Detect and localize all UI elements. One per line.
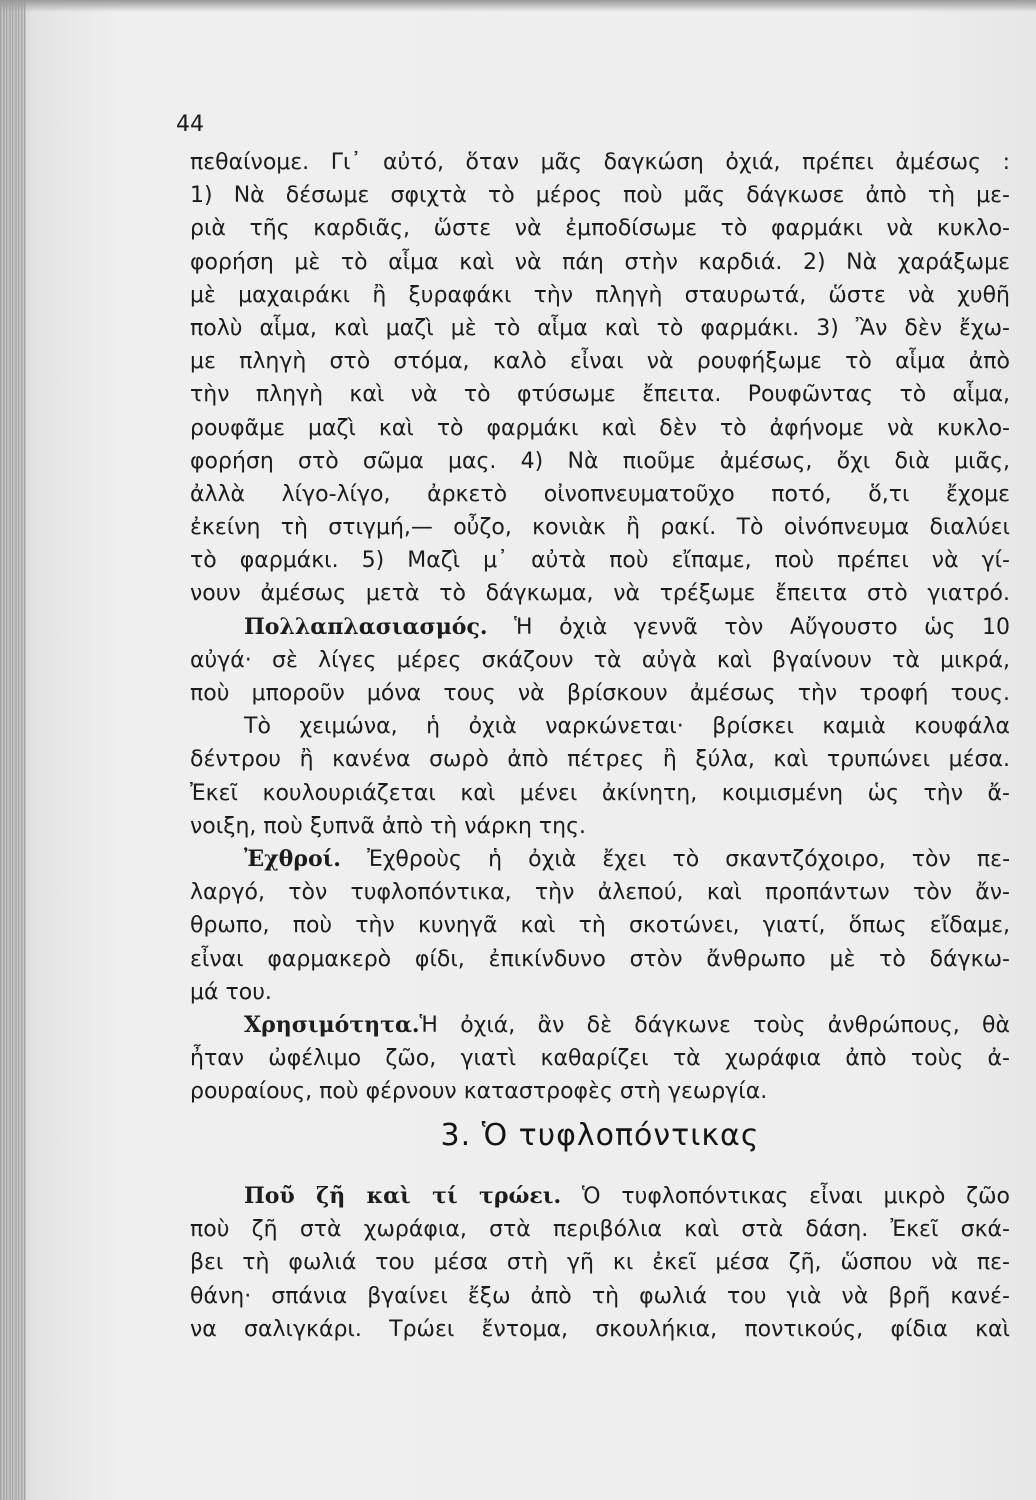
text-line: φορήση μὲ τὸ αἷμα καὶ νὰ πάη στὴν καρδιά. 2) Νὰ χαράξωμε [190,249,1010,275]
text-line: νοιξη, ποὺ ξυπνᾶ ἀπὸ τὴ νάρκη της. [190,813,586,839]
text-line: θάνη· σπάνια βγαίνει ἔξω ἀπὸ τὴ φωλιά του γιὰ νὰ βρῆ κανέ- [190,1283,1010,1309]
inline-heading-habitat: Ποῦ ζῆ καὶ τί τρώει. [244,1183,562,1209]
text-line: πεθαίνομε. Γι᾽ αὐτό, ὅταν μᾶς δαγκώση ὀχιά, πρέπει ἀμέσως : [190,150,1010,175]
text-line: βει τὴ φωλιά του μέσα στὴ γῆ κι ἐκεῖ μέσα ζῆ, ὥσπου νὰ πε- [190,1250,1010,1276]
text-line: ριὰ τῆς καρδιᾶς, ὥστε νὰ ἐμποδίσωμε τὸ φαρμάκι νὰ κυκλο- [190,216,1010,242]
text-line: να σαλιγκάρι. Τρώει ἔντομα, σκουλήκια, ποντικούς, φίδια καὶ [190,1316,1010,1342]
inline-heading-usefulness: Χρησιμότητα. [244,1011,420,1038]
text-line: μά του. [190,979,272,1005]
paragraph-first-line: Ποῦ ζῆ καὶ τί τρώει. Ὁ τυφλοπόντικας εἶναι μικρὸ ζῶο [244,1183,1011,1209]
text-line: εἶναι φαρμακερὸ φίδι, ἐπικίνδυνο στὸν ἄνθρωπο μὲ τὸ δάγκω- [190,946,1010,972]
text-line: ρουφᾶμε μαζὶ καὶ τὸ φαρμάκι καὶ δὲν τὸ ἀφήνομε νὰ κυκλο- [190,415,1010,441]
text-line: Τὸ χειμώνα, ἡ ὀχιὰ ναρκώνεται· βρίσκει καμιὰ κουφάλα [244,714,1010,740]
text-line: μὲ μαχαιράκι ἢ ξυραφάκι τὴν πληγὴ σταυρωτά, ὥστε νὰ χυθῆ [190,282,1010,308]
text-line: πολὺ αἷμα, καὶ μαζὶ μὲ τὸ αἷμα καὶ τὸ φαρμάκι. 3) Ἂν δὲν ἔχω- [190,315,1010,341]
text-line: ποὺ ζῆ στὰ χωράφια, στὰ περιβόλια καὶ στὰ δάση. Ἐκεῖ σκά- [190,1217,1010,1243]
section-title: 3. Ὁ τυφλοπόντικας [440,1118,760,1153]
text-line: ἀλλὰ λίγο-λίγο, ἀρκετὸ οἰνοπνευματοῦχο ποτό, ὅ,τι ἔχομε [190,481,1010,507]
text-line: δέντρου ἢ κανένα σωρὸ ἀπὸ πέτρες ἢ ξύλα, καὶ τρυπώνει μέσα. [190,747,1010,773]
page-number: 44 [176,112,204,137]
main-text-block [190,146,1010,1108]
inline-heading-enemies: Ἐχθροί. [244,845,341,872]
text-line: ποὺ μποροῦν μόνα τους νὰ βρίσκουν ἀμέσως τὴν τροφή τους. [190,681,1010,706]
page-top-shadow [0,0,1036,12]
page-stack-edge [0,0,26,1500]
text-line: τὴν πληγὴ καὶ νὰ τὸ φτύσωμε ἔπειτα. Ρουφῶντας τὸ αἷμα, [190,382,1010,408]
text-line: ἐκείνη τὴ στιγμή,— οὖζο, κονιὰκ ἢ ρακί. Τὸ οἰνόπνευμα διαλύει [190,515,1010,541]
text-line: ἦταν ὠφέλιμο ζῶο, γιατὶ καθαρίζει τὰ χωράφια ἀπὸ τοὺς ἀ- [190,1046,1010,1072]
text-line: θρωπο, ποὺ τὴν κυνηγᾶ καὶ τὴ σκοτώνει, γιατί, ὅπως εἴδαμε, [190,913,1010,939]
text-line: τὸ φαρμάκι. 5) Μαζὶ μ᾽ αὐτὰ ποὺ εἴπαμε, ποὺ πρέπει νὰ γί- [190,548,1010,574]
inline-heading-reproduction: Πολλαπλασιασμός. [244,613,488,640]
section-text-block [190,1180,1010,1346]
text-line: ρουραίους, ποὺ φέρνουν καταστροφὲς στὴ γεωργία. [190,1079,768,1105]
paragraph-first-line: Χρησιμότητα.Ἡ ὀχιά, ἂν δὲ δάγκωνε τοὺς ἀνθρώπους, θὰ [244,1011,1010,1038]
text-line: νουν ἀμέσως μετὰ τὸ δάγκωμα, νὰ τρέξωμε ἔπειτα στὸ γιατρό. [190,581,1010,607]
text-line: με πληγὴ στὸ στόμα, καλὸ εἶναι νὰ ρουφήξωμε τὸ αἷμα ἀπὸ [190,349,1010,375]
text-line: 1) Νὰ δέσωμε σφιχτὰ τὸ μέρος ποὺ μᾶς δάγκωσε ἀπὸ τὴ με- [190,183,1010,209]
text-line: αὐγά· σὲ λίγες μέρες σκάζουν τὰ αὐγὰ καὶ βγαίνουν τὰ μικρά, [190,647,1010,673]
text-line: λαργό, τὸν τυφλοπόντικα, τὴν ἀλεπού, καὶ προπάντων τὸν ἄν- [190,880,1010,906]
paragraph-first-line: Πολλαπλασιασμός. Ἡ ὀχιὰ γεννᾶ τὸν Αὔγουστο ὡς 10 [244,613,1010,640]
text-line: Ἐκεῖ κουλουριάζεται καὶ μένει ἀκίνητη, κοιμισμένη ὡς τὴν ἄ- [190,780,1010,806]
text-line: φορήση στὸ σῶμα μας. 4) Νὰ πιοῦμε ἀμέσως, ὄχι διὰ μιᾶς, [190,448,1010,474]
paragraph-first-line: Ἐχθροί. Ἐχθροὺς ἡ ὀχιὰ ἔχει τὸ σκαντζόχοιρο, τὸν πε- [244,845,1011,872]
